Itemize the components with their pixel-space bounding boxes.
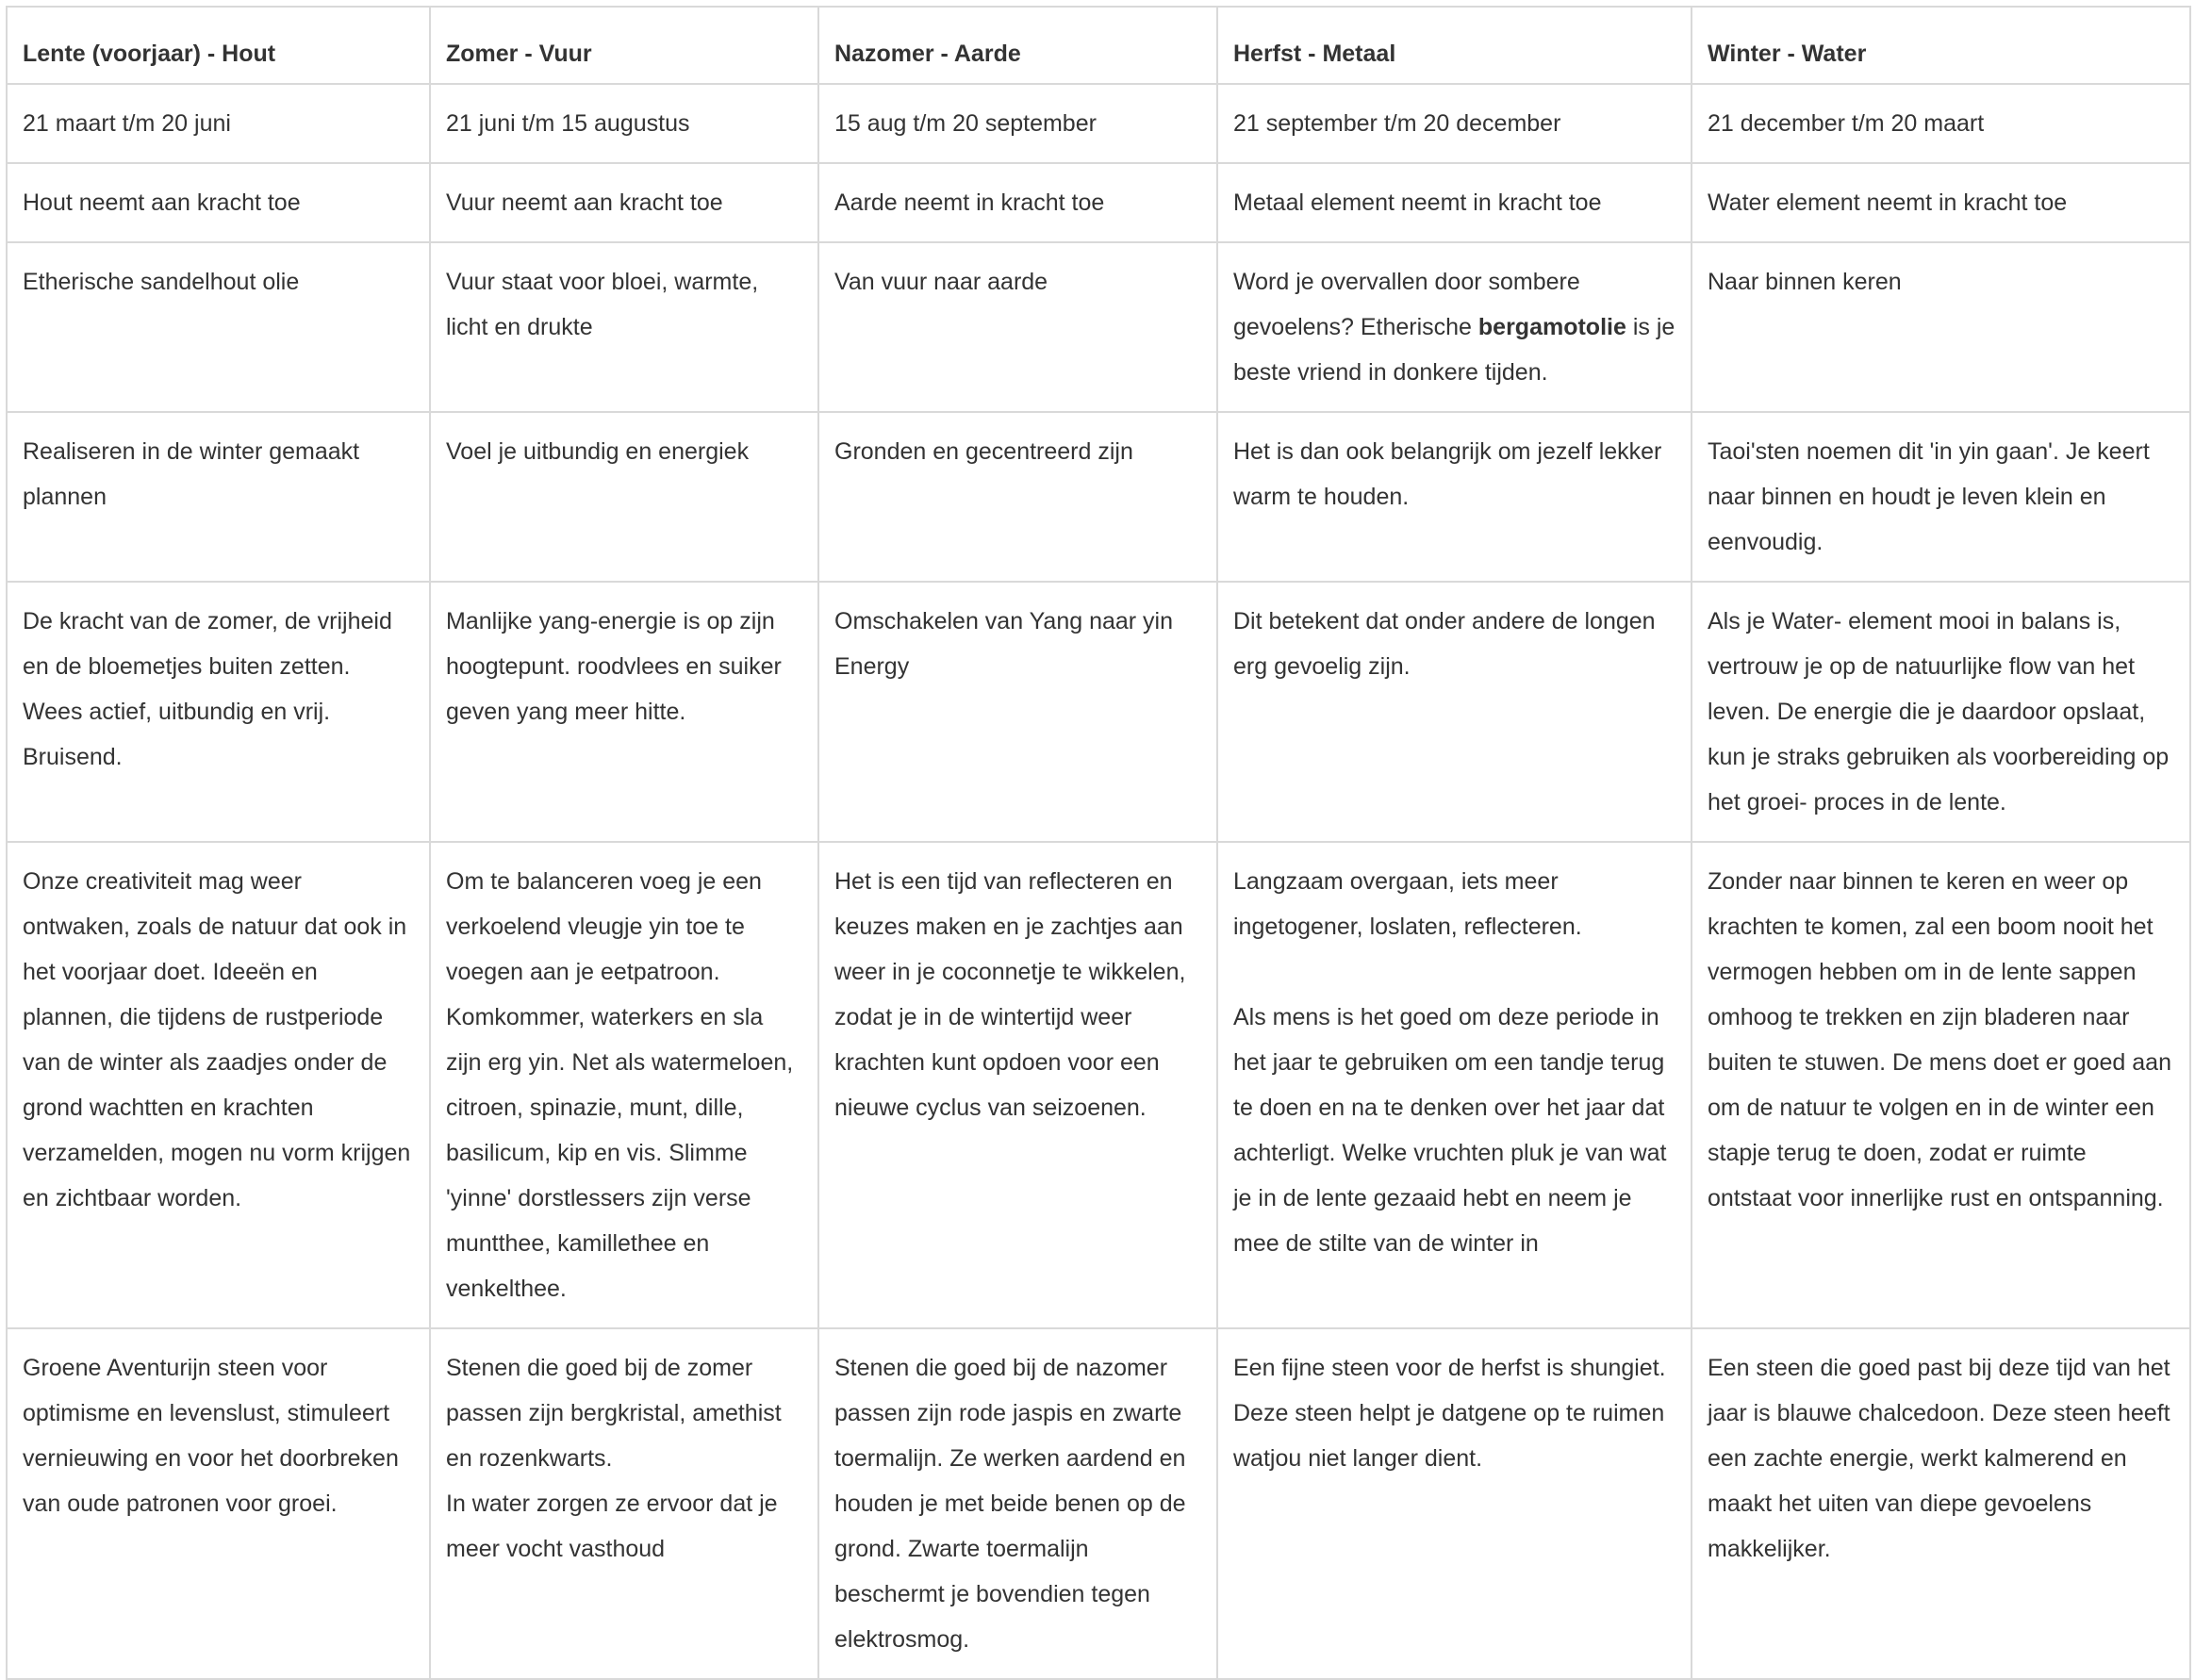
table-cell: Metaal element neemt in kracht toe — [1217, 163, 1692, 242]
header-cell-summer-fire: Zomer - Vuur — [430, 7, 818, 84]
table-cell: 21 maart t/m 20 juni — [7, 84, 430, 163]
header-row — [7, 7, 2190, 84]
table-cell: Een fijne steen voor de herfst is shungiet. Deze steen helpt je datgene op te ruimen watjou niet langer dient. — [1217, 1328, 1692, 1679]
table-cell: Groene Aventurijn steen voor optimisme en levenslust, stimuleert vernieuwing en voor het doorbreken van oude patronen voor groei. — [7, 1328, 430, 1679]
header-cell-autumn-metal: Herfst - Metaal — [1217, 7, 1692, 84]
table-row — [7, 582, 2190, 842]
table-row — [7, 412, 2190, 582]
table-row — [7, 84, 2190, 163]
header-cell-spring-wood: Lente (voorjaar) - Hout — [7, 7, 430, 84]
table-row — [7, 163, 2190, 242]
table-cell: Een steen die goed past bij deze tijd van het jaar is blauwe chalcedoon. Deze steen heeft een zachte energie, werkt kalmerend en maakt het uiten van diepe gevoelens makkelijker. — [1692, 1328, 2190, 1679]
table-cell: Het is dan ook belangrijk om jezelf lekker warm te houden. — [1217, 412, 1692, 582]
table-cell: Stenen die goed bij de zomer passen zijn bergkristal, amethist en rozenkwarts. In water zorgen ze ervoor dat je meer vocht vasthoud — [430, 1328, 818, 1679]
header-cell-winter-water: Winter - Water — [1692, 7, 2190, 84]
table-cell: Word je overvallen door sombere gevoelens? Etherische bergamotolie is je beste vriend in donkere tijden. — [1217, 242, 1692, 412]
table-cell: Onze creativiteit mag weer ontwaken, zoals de natuur dat ook in het voorjaar doet. Ideeën en plannen, die tijdens de rustperiode van de winter als zaadjes onder de grond wachtten en krachten verzamelden, mogen nu vorm krijgen en zichtbaar worden. — [7, 842, 430, 1328]
table-cell: 21 juni t/m 15 augustus — [430, 84, 818, 163]
table-cell: De kracht van de zomer, de vrijheid en de bloemetjes buiten zetten. Wees actief, uitbundig en vrij. Bruisend. — [7, 582, 430, 842]
table-cell: Vuur neemt aan kracht toe — [430, 163, 818, 242]
table-cell: 21 december t/m 20 maart — [1692, 84, 2190, 163]
table-cell: Taoi'sten noemen dit 'in yin gaan'. Je keert naar binnen en houdt je leven klein en eenvoudig. — [1692, 412, 2190, 582]
table-cell: 21 september t/m 20 december — [1217, 84, 1692, 163]
table-header — [7, 7, 2190, 84]
table-row — [7, 842, 2190, 1328]
table-cell: Naar binnen keren — [1692, 242, 2190, 412]
table-cell: Aarde neemt in kracht toe — [818, 163, 1217, 242]
table-row — [7, 1328, 2190, 1679]
emphasized-term: bergamotolie — [1477, 314, 1626, 340]
table-cell: Gronden en gecentreerd zijn — [818, 412, 1217, 582]
table-cell: 15 aug t/m 20 september — [818, 84, 1217, 163]
table-cell: Om te balanceren voeg je een verkoelend vleugje yin toe te voegen aan je eetpatroon. Komkommer, waterkers en sla zijn erg yin. Net als watermeloen, citroen, spinazie, munt, dille, basilicum, kip en vis. Slimme 'yinne' dorstlessers zijn verse muntthee, kamillethee en venkelthee. — [430, 842, 818, 1328]
table-cell: Vuur staat voor bloei, warmte, licht en drukte — [430, 242, 818, 412]
table-cell: Stenen die goed bij de nazomer passen zijn rode jaspis en zwarte toermalijn. Ze werken aardend en houden je met beide benen op de grond. Zwarte toermalijn beschermt je bovendien tegen elektrosmog. — [818, 1328, 1217, 1679]
table-cell: Zonder naar binnen te keren en weer op krachten te komen, zal een boom nooit het vermogen hebben om in de lente sappen omhoog te trekken en zijn bladeren naar buiten te stuwen. De mens doet er goed aan om de natuur te volgen en in de winter een stapje terug te doen, zodat er ruimte ontstaat voor innerlijke rust en ontspanning. — [1692, 842, 2190, 1328]
table-cell: Voel je uitbundig en energiek — [430, 412, 818, 582]
table-cell: Realiseren in de winter gemaakt plannen — [7, 412, 430, 582]
table-body — [7, 84, 2190, 1679]
seasons-elements-table — [6, 6, 2191, 1680]
table-cell: Hout neemt aan kracht toe — [7, 163, 430, 242]
table-cell: Dit betekent dat onder andere de longen erg gevoelig zijn. — [1217, 582, 1692, 842]
table-cell: Langzaam overgaan, iets meer ingetogener, loslaten, reflecteren. Als mens is het goed om deze periode in het jaar te gebruiken om een tandje terug te doen en na te denken over het jaar dat achterligt. Welke vruchten pluk je van wat je in de lente gezaaid hebt en neem je mee de stilte van de winter in — [1217, 842, 1692, 1328]
table-cell: Etherische sandelhout olie — [7, 242, 430, 412]
table-cell: Het is een tijd van reflecteren en keuzes maken en je zachtjes aan weer in je coconnetje te wikkelen, zodat je in de wintertijd weer krachten kunt opdoen voor een nieuwe cyclus van seizoenen. — [818, 842, 1217, 1328]
table-cell: Manlijke yang-energie is op zijn hoogtepunt. roodvlees en suiker geven yang meer hitte. — [430, 582, 818, 842]
header-cell-late-summer-earth: Nazomer - Aarde — [818, 7, 1217, 84]
table-cell: Als je Water- element mooi in balans is, vertrouw je op de natuurlijke flow van het leven. De energie die je daardoor opslaat, kun je straks gebruiken als voorbereiding op het groei- proces in de lente. — [1692, 582, 2190, 842]
table-cell: Water element neemt in kracht toe — [1692, 163, 2190, 242]
table-row — [7, 242, 2190, 412]
table-cell: Omschakelen van Yang naar yin Energy — [818, 582, 1217, 842]
table-cell: Van vuur naar aarde — [818, 242, 1217, 412]
